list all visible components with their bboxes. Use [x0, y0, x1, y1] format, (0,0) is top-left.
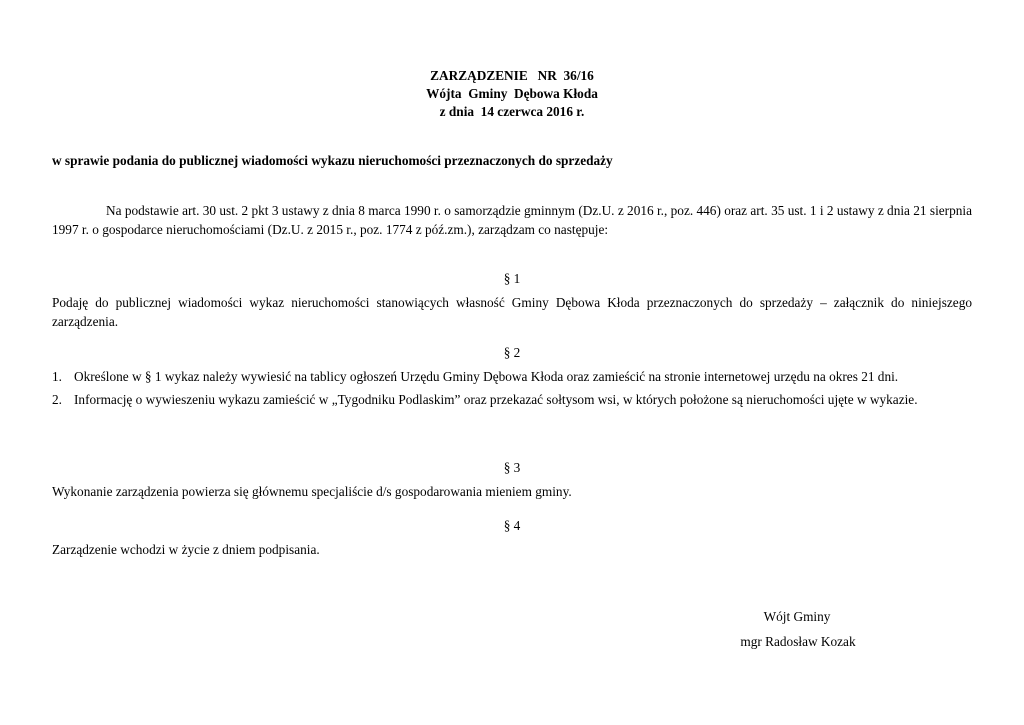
list-item-text: Określone w § 1 wykaz należy wywiesić na tablicy ogłoszeń Urzędu Gminy Dębowa Kłoda oraz zamieścić na stronie internetowej urzędu na okres 21 dni. [74, 369, 899, 384]
legal-basis-paragraph: Na podstawie art. 30 ust. 2 pkt 3 ustawy z dnia 8 marca 1990 r. o samorządzie gminnym (Dz.U. z 2016 r., poz. 446) oraz art. 35 ust. 1 i 2 ustawy z dnia 21 sierpnia 1997 r. o gospodarce nieruchomościami (Dz.U. z 2015 r., poz. 1774 z póź.zm.), zarządzam co następuje: [52, 203, 972, 237]
document-issuer: Wójta Gminy Dębowa Kłoda [426, 86, 598, 101]
document-header [0, 67, 1024, 121]
document-subject: w sprawie podania do publicznej wiadomości wykazu nieruchomości przeznaczonych do sprzedaży [52, 153, 613, 168]
document-date: z dnia 14 czerwca 2016 r. [439, 104, 585, 119]
section-1-text: Podaję do publicznej wiadomości wykaz nieruchomości stanowiących własność Gminy Dębowa Kłoda przeznaczonych do sprzedaży – załącznik do niniejszego zarządzenia. [52, 295, 972, 329]
list-item [52, 390, 972, 409]
section-3-mark: § 3 [503, 460, 521, 475]
document-title: ZARZĄDZENIE NR 36/16 [430, 68, 594, 83]
section-4-text: Zarządzenie wchodzi w życie z dniem podpisania. [52, 542, 320, 557]
section-2-mark: § 2 [503, 345, 521, 360]
section-4-mark: § 4 [503, 518, 521, 533]
signature-title: Wójt Gminy [763, 609, 831, 624]
signature-name: mgr Radosław Kozak [740, 634, 856, 649]
list-item-number: 2. [52, 392, 62, 407]
section-3-text: Wykonanie zarządzenia powierza się głównemu specjaliście d/s gospodarowania mieniem gminy. [52, 484, 572, 499]
list-item [52, 367, 972, 386]
list-item-text: Informację o wywieszeniu wykazu zamieścić w „Tygodniku Podlaskim” oraz przekazać sołtysom wsi, w których położone są nieruchomości ujęte w wykazie. [74, 392, 918, 407]
section-1-mark: § 1 [503, 271, 521, 286]
section-2-list [52, 367, 972, 413]
list-item-number: 1. [52, 369, 62, 384]
